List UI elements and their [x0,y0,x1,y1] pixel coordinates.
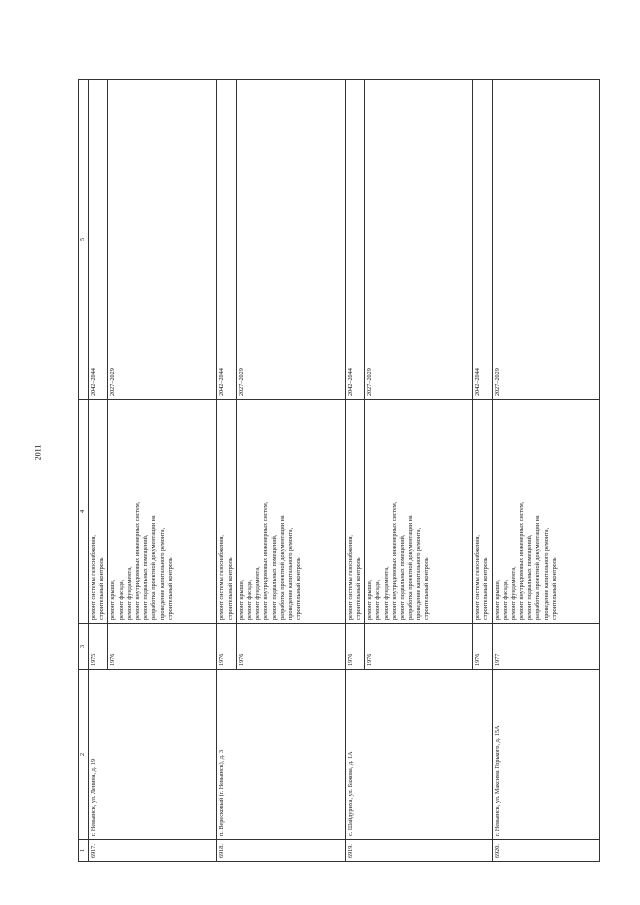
planned-years-cell: 2027–2029 [108,80,217,400]
works-cell [345,400,364,624]
works-cell [492,400,599,624]
work-item: строительный контроль [354,557,362,620]
work-item: ремонт фундамента, [125,566,133,620]
planned-years-cell: 2027–2029 [236,80,345,400]
work-item: ремонт фасада, [245,579,253,620]
header-cell-1: 1 [79,840,89,862]
work-item: ремонт внутридомовых инженерных систем, [262,501,270,620]
table-body [79,80,600,862]
work-item: строительный контроль [550,557,558,620]
work-item: строительный контроль [423,557,431,620]
planned-years-cell: 2042–2044 [217,80,236,400]
work-item: ремонт фасада, [117,579,125,620]
record-number-cell: 6918. [217,840,345,862]
header-row [79,80,89,862]
repair-schedule-table-wrap [78,80,599,862]
work-item: проведение капитального ремонта, [158,527,166,620]
header-cell-3: 3 [79,624,89,670]
work-item: ремонт внутридомовых инженерных систем, [518,501,526,620]
page-number [28,442,48,462]
build-year-cell: 1976 [365,624,473,670]
work-item: ремонт крыши, [109,579,117,620]
build-year-cell: 1976 [217,624,236,670]
works-cell [108,400,217,624]
repair-schedule-table [78,79,600,862]
works-cell [365,400,473,624]
work-item: ремонт крыши, [366,579,374,620]
work-item: строительный контроль [98,557,106,620]
record-number-cell: 6920. [492,840,599,862]
work-item: разработка проектной документации на [534,515,542,620]
planned-years-cell: 2042–2044 [345,80,364,400]
work-item: строительный контроль [226,557,234,620]
work-item: строительный контроль [482,557,490,620]
work-item: ремонт подвальных помещений, [270,534,278,620]
planned-years-cell: 2042–2044 [473,80,492,400]
record-address-cell: п. Вересковый (г. Невьянск), д. 3 [217,670,345,840]
work-item: проведение капитального ремонта, [542,527,550,620]
work-item: ремонт внутридомовых инженерных систем, [390,501,398,620]
build-year-cell: 1975 [89,624,108,670]
work-item: ремонт фундамента, [254,566,262,620]
work-item: строительный контроль [166,557,174,620]
record-row [345,80,364,862]
work-item: разработка проектной документации на [150,515,158,620]
build-year-cell: 1976 [108,624,217,670]
record-address-cell: г. Невьянск, ул. Максима Горького, д. 15А [492,670,599,840]
work-item: проведение капитального ремонта, [415,527,423,620]
work-item: ремонт подвальных помещений, [142,534,150,620]
work-item: проведение капитального ремонта, [286,527,294,620]
record-row [492,80,599,862]
work-item: разработка проектной документации на [278,515,286,620]
planned-years-cell: 2042–2044 [89,80,108,400]
work-item: ремонт внутридомовых инженерных систем, [133,501,141,620]
work-item: строительный контроль [295,557,303,620]
work-item: ремонт подвальных помещений, [398,534,406,620]
work-item: ремонт подвальных помещений, [526,534,534,620]
header-cell-4: 4 [79,400,89,624]
record-row [217,80,236,862]
build-year-cell: 1977 [492,624,599,670]
works-cell [217,400,236,624]
record-row [89,80,108,862]
work-item: ремонт фундамента, [509,566,517,620]
work-item: ремонт системы газоснабжения, [218,535,226,620]
header-cell-5: 5 [79,80,89,400]
build-year-cell: 1976 [473,624,492,670]
record-number-cell: 6917. [89,840,217,862]
works-cell [473,400,492,624]
work-item: ремонт крыши, [493,579,501,620]
work-item: разработка проектной документации на [407,515,415,620]
header-cell-2: 2 [79,670,89,840]
works-cell [89,400,108,624]
work-item: ремонт системы газоснабжения, [474,535,482,620]
record-number-cell: 6919. [345,840,492,862]
build-year-cell: 1976 [345,624,364,670]
planned-years-cell: 2027–2029 [492,80,599,400]
work-item: ремонт фасада, [374,579,382,620]
work-item: ремонт фундамента, [382,566,390,620]
work-item: ремонт фасада, [501,579,509,620]
record-address-cell: г. Невьянск, ул. Ленина, д. 19 [89,670,217,840]
work-item: ремонт системы газоснабжения, [90,535,97,620]
work-item: ремонт крыши, [237,579,245,620]
work-item: ремонт системы газоснабжения, [346,535,354,620]
build-year-cell: 1976 [236,624,345,670]
works-cell [236,400,345,624]
record-address-cell: с. Шайдуриха, ул. Бажова, д. 1А [345,670,492,840]
page-number-text: 2011 [33,444,43,460]
planned-years-cell: 2027–2029 [365,80,473,400]
